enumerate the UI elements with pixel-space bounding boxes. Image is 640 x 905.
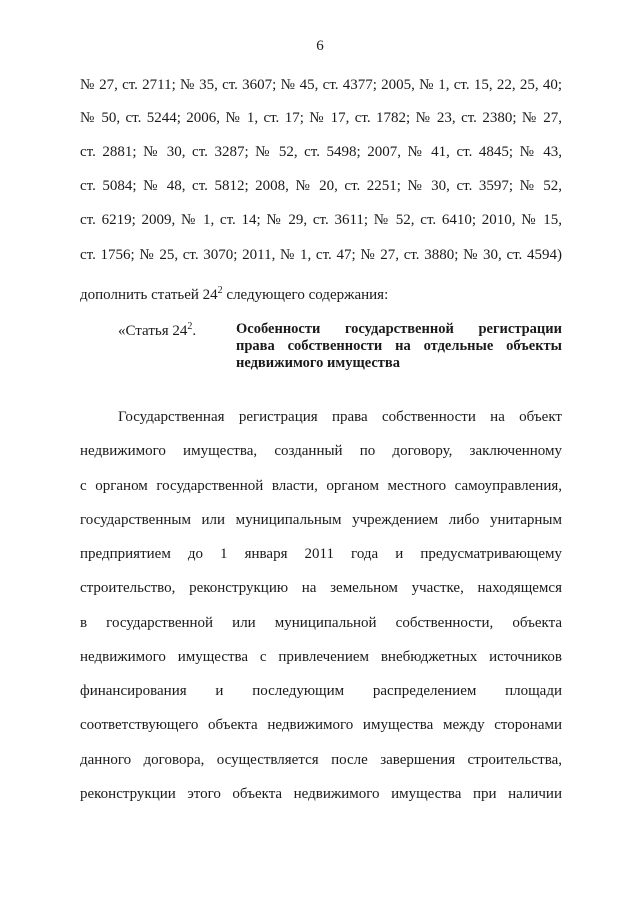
amendment-line [80,282,562,304]
body-line: в государственной или муниципальной собственности, объекта [80,615,562,631]
body-line: реконструкции этого объекта недвижимого имущества при наличии [80,786,562,802]
body-line: Государственная регистрация права собственности на объект [118,409,562,425]
article-title-line: Особенности государственной регистрации [236,321,562,337]
text-line: № 50, ст. 5244; 2006, № 1, ст. 17; № 17, ст. 1782; № 23, ст. 2380; № 27, [80,110,562,126]
body-line: строительство, реконструкцию на земельном участке, находящемся [80,580,562,596]
body-line: данного договора, осуществляется после завершения строительства, [80,752,562,768]
body-line: финансирования и последующим распределением площади [80,683,562,699]
article-label: «Статья $24^2$. [118,321,197,339]
amendment-text: дополнить статьей 24 [80,287,218,303]
body-line: недвижимого имущества, созданный по договору, заключенному [80,443,562,459]
article-title [236,321,562,372]
text-line: ст. 2881; № 30, ст. 3287; № 52, ст. 5498; 2007, № 41, ст. 4845; № 43, [80,144,562,160]
body-line: предприятием до 1 января 2011 года и предусматривающему [80,546,562,562]
text-line: ст. 5084; № 48, ст. 5812; 2008, № 20, ст. 2251; № 30, ст. 3597; № 52, [80,178,562,194]
article-title-line: недвижимого имущества [236,355,400,371]
body-line: недвижимого имущества с привлечением внебюджетных источников [80,649,562,665]
amendment-superscript: 2 [217,285,223,296]
page-number: 6 [316,38,324,54]
article-title-line: права собственности на отдельные объекты [236,338,562,354]
body-line: с органом государственной власти, органом местного самоуправления, [80,478,562,494]
text-line: ст. 6219; 2009, № 1, ст. 14; № 29, ст. 3611; № 52, ст. 6410; 2010, № 15, [80,212,562,228]
text-line: № 27, ст. 2711; № 35, ст. 3607; № 45, ст. 4377; 2005, № 1, ст. 15, 22, 25, 40; [80,77,562,93]
text-line: ст. 1756; № 25, ст. 3070; 2011, № 1, ст. 47; № 27, ст. 3880; № 30, ст. 4594) [80,247,562,263]
body-line: соответствующего объекта недвижимого имущества между сторонами [80,717,562,733]
body-line: государственным или муниципальным учреждением либо унитарным [80,512,562,528]
amendment-text-end: следующего содержания: [222,287,389,303]
